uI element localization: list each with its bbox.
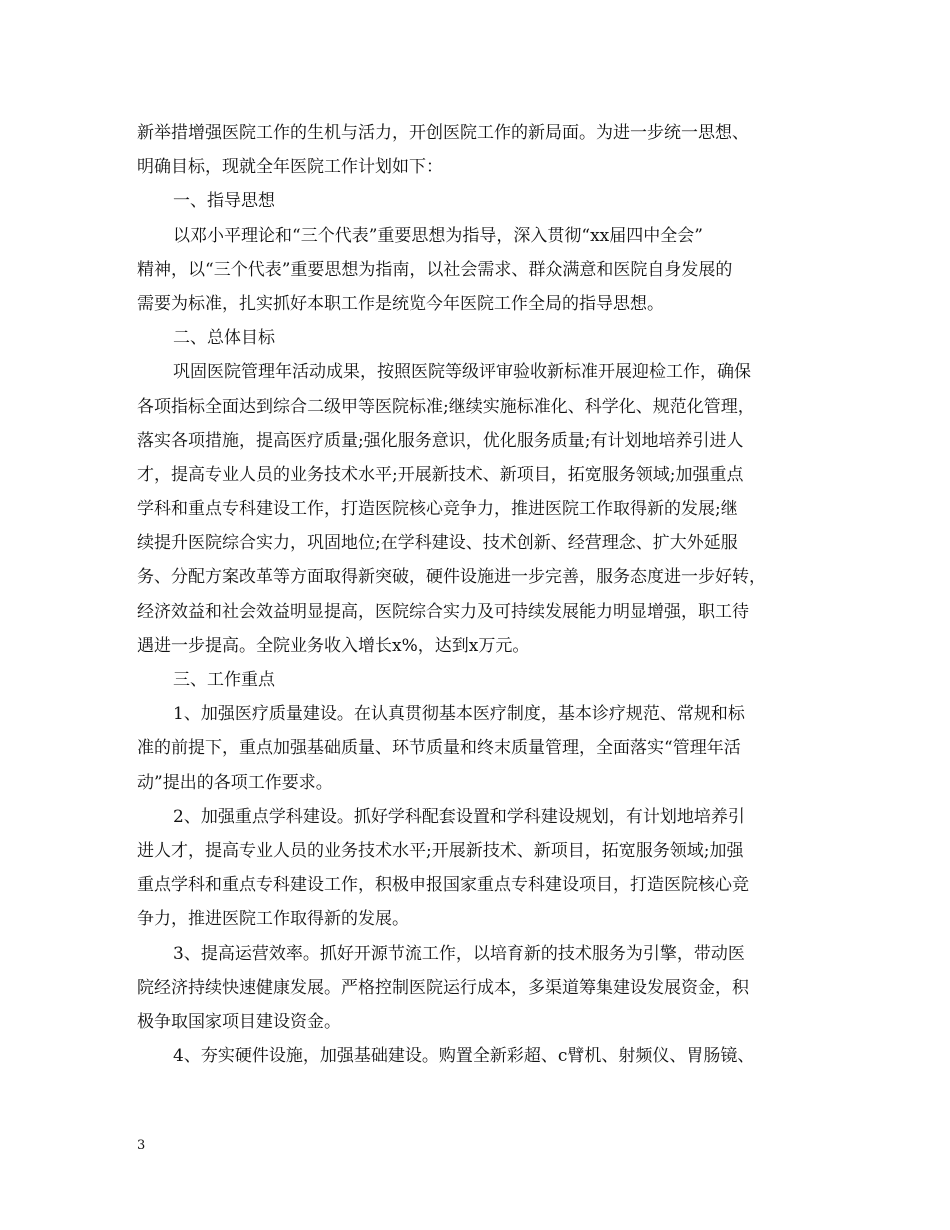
text-line: 以邓小平理论和“三个代表”重要思想为指导，深入贯彻“xx届四中全会” bbox=[173, 225, 703, 246]
text-line: 动”提出的各项工作要求。 bbox=[137, 772, 333, 793]
text-line: 精神，以“三个代表”重要思想为指南，以社会需求、群众满意和医院自身发展的 bbox=[137, 259, 733, 280]
page-number: 3 bbox=[137, 1138, 146, 1153]
text-line: 各项指标全面达到综合二级甲等医院标准;继续实施标准化、科学化、规范化管理， bbox=[137, 396, 755, 417]
text-line: 续提升医院综合实力，巩固地位;在学科建设、技术创新、经营理念、扩大外延服 bbox=[137, 533, 738, 554]
text-line: 经济效益和社会效益明显提高，医院综合实力及可持续发展能力明显增强，职工待 bbox=[137, 601, 749, 622]
text-line: 需要为标准，扎实抓好本职工作是统览今年医院工作全局的指导思想。 bbox=[137, 293, 664, 314]
text-line: 2、加强重点学科建设。抓好学科配套设置和学科建设规划，有计划地培养引 bbox=[173, 806, 745, 827]
text-line: 落实各项措施，提高医疗质量;强化服务意识，优化服务质量;有计划地培养引进人 bbox=[137, 430, 744, 451]
text-line: 三、工作重点 bbox=[173, 670, 275, 690]
text-line: 才，提高专业人员的业务技术水平;开展新技术、新项目，拓宽服务领域;加强重点 bbox=[137, 464, 744, 485]
text-line: 新举措增强医院工作的生机与活力，开创医院工作的新局面。为进一步统一思想、 bbox=[137, 123, 749, 143]
text-line: 明确目标，现就全年医院工作计划如下： bbox=[137, 157, 443, 178]
text-line: 1、加强医疗质量建设。在认真贯彻基本医疗制度，基本诊疗规范、常规和标 bbox=[173, 704, 745, 725]
body-text bbox=[137, 116, 817, 1073]
text-line: 巩固医院管理年活动成果，按照医院等级评审验收新标准开展迎检工作，确保 bbox=[173, 362, 751, 383]
text-line: 重点学科和重点专科建设工作，积极申报国家重点专科建设项目，打造医院核心竞 bbox=[137, 875, 749, 896]
text-line: 3、提高运营效率。抓好开源节流工作，以培育新的技术服务为引擎，带动医 bbox=[173, 943, 745, 964]
text-line: 进人才，提高专业人员的业务技术水平;开展新技术、新项目，拓宽服务领域;加强 bbox=[137, 840, 744, 861]
text-line: 极争取国家项目建设资金。 bbox=[137, 1011, 341, 1032]
text-line: 学科和重点专科建设工作，打造医院核心竞争力，推进医院工作取得新的发展;继 bbox=[137, 499, 738, 520]
text-line: 二、总体目标 bbox=[173, 328, 275, 349]
text-line: 准的前提下，重点加强基础质量、环节质量和终末质量管理，全面落实“管理年活 bbox=[137, 738, 741, 759]
text-line: 4、夯实硬件设施，加强基础建设。购置全新彩超、c臂机、射频仪、胃肠镜、 bbox=[173, 1046, 755, 1067]
text-line: 争力，推进医院工作取得新的发展。 bbox=[137, 909, 409, 930]
text-line: 院经济持续快速健康发展。严格控制医院运行成本，多渠道筹集建设发展资金，积 bbox=[137, 977, 749, 998]
text-line: 一、指导思想 bbox=[173, 191, 275, 212]
text-line: 遇进一步提高。全院业务收入增长x%，达到x万元。 bbox=[137, 635, 530, 656]
text-line: 务、分配方案改革等方面取得新突破，硬件设施进一步完善，服务态度进一步好转， bbox=[137, 567, 766, 588]
